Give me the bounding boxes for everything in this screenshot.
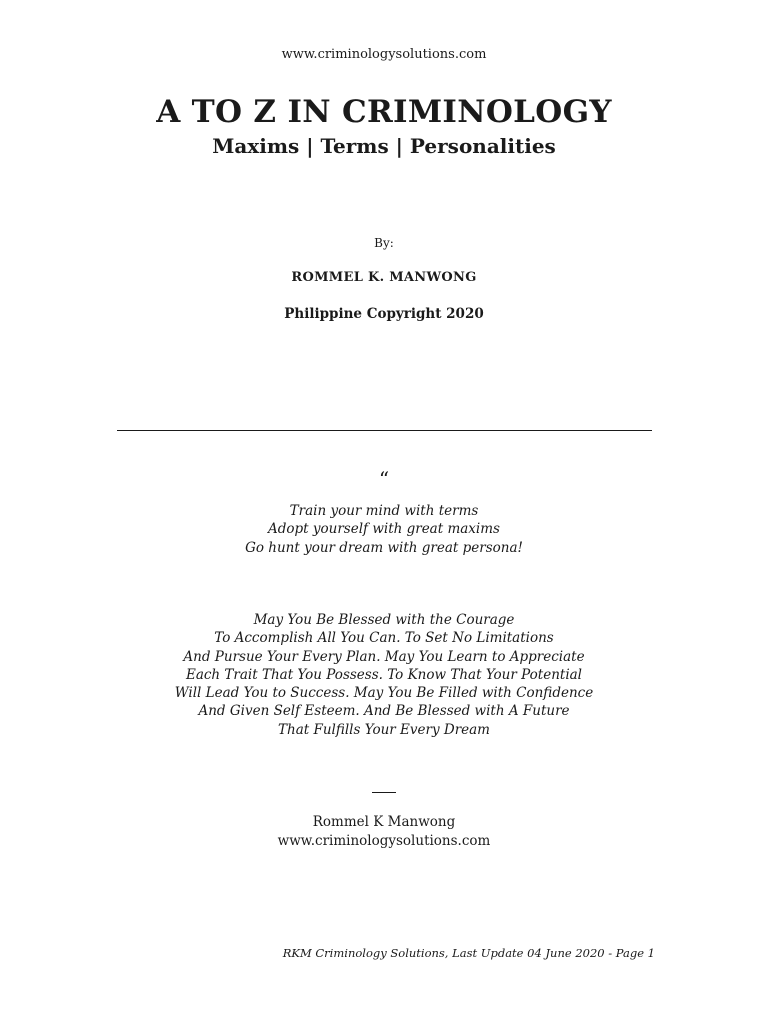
quote-line: Adopt yourself with great maxims bbox=[268, 521, 500, 538]
page-title: A TO Z IN CRIMINOLOGY bbox=[156, 94, 612, 130]
blessing-line: Each Trait That You Possess. To Know That Your Potential bbox=[185, 666, 583, 683]
blessing-line: To Accomplish All You Can. To Set No Limitations bbox=[214, 630, 554, 647]
blessing-line: Will Lead You to Success. May You Be Filled with Confidence bbox=[174, 685, 594, 702]
section-divider bbox=[117, 430, 652, 431]
blessing-line: And Pursue Your Every Plan. May You Learn to Appreciate bbox=[183, 648, 585, 665]
signature-dash bbox=[372, 792, 396, 793]
quote-line: Go hunt your dream with great persona! bbox=[245, 539, 523, 556]
quote-mark: “ bbox=[378, 467, 390, 491]
blessing-line: That Fulfills Your Every Dream bbox=[278, 721, 490, 738]
page-subtitle: Maxims | Terms | Personalities bbox=[212, 134, 556, 158]
quote-block bbox=[0, 502, 768, 557]
copyright-notice: Philippine Copyright 2020 bbox=[284, 306, 484, 322]
by-label: By: bbox=[374, 236, 394, 250]
signature-name: Rommel K Manwong bbox=[312, 814, 456, 830]
page-footer: RKM Criminology Solutions, Last Update 04 June 2020 - Page 1 bbox=[282, 946, 655, 960]
blessing-line: And Given Self Esteem. And Be Blessed with A Future bbox=[198, 703, 570, 720]
signature-website: www.criminologysolutions.com bbox=[277, 833, 491, 849]
author-name: ROMMEL K. MANWONG bbox=[291, 270, 477, 285]
quote-line: Train your mind with terms bbox=[289, 503, 479, 519]
blessing-block bbox=[0, 611, 768, 739]
header-website: www.criminologysolutions.com bbox=[281, 47, 487, 62]
blessing-line: May You Be Blessed with the Courage bbox=[253, 612, 515, 628]
